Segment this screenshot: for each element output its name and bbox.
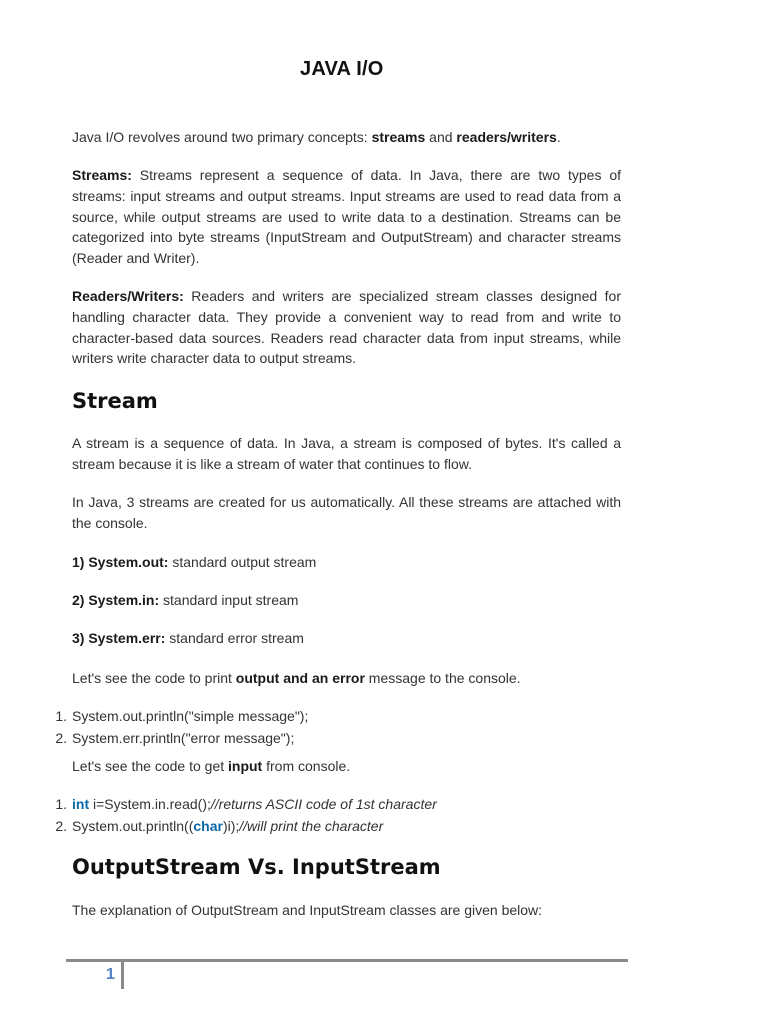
page-number: 1 — [106, 966, 115, 983]
keyword-int: int — [72, 796, 90, 812]
input-intro-after: from console. — [262, 758, 351, 774]
system-out-text: standard output stream — [168, 554, 317, 570]
readers-writers-label: Readers/Writers: — [72, 288, 184, 304]
system-err-line — [72, 628, 621, 649]
intro-period: . — [556, 129, 561, 145]
auto-streams-paragraph: In Java, 3 streams are created for us automatically. All these streams are attached with the console. — [72, 494, 621, 531]
outputstream-inputstream-heading: OutputStream Vs. InputStream — [72, 855, 441, 879]
code-line — [55, 728, 621, 750]
keyword-char: char — [193, 817, 223, 834]
os-explanation: The explanation of OutputStream and InputStream classes are given below: — [72, 902, 543, 918]
line-number: 1. — [55, 796, 67, 812]
code-text: )i); — [222, 817, 240, 834]
readers-writers-text: Readers and writers are specialized stream classes designed for handling character data. They provide a convenient way to read from and write to character-based data sources. Readers read character data from input streams, while writers write character data to output streams. — [72, 288, 621, 367]
input-intro-paragraph — [72, 756, 621, 777]
intro-text: Java I/O revolves around two primary concepts: — [72, 129, 372, 145]
input-intro-text: Let's see the code to get — [72, 758, 229, 774]
print-intro-after: message to the console. — [364, 670, 521, 686]
page-number-divider — [121, 962, 124, 989]
stream-heading: Stream — [72, 389, 158, 413]
code-text: System.out.println("simple message"); — [72, 708, 309, 724]
readers-writers-paragraph — [72, 286, 621, 369]
line-number: 1. — [55, 708, 67, 724]
code-text: i=System.in.read(); — [89, 796, 211, 812]
intro-and: and — [425, 129, 457, 145]
document-title: JAVA I/O — [300, 58, 384, 80]
code-comment: //returns ASCII code of 1st character — [210, 796, 437, 812]
input-intro-bold: input — [228, 758, 263, 774]
code-line — [55, 816, 621, 838]
line-number: 2. — [55, 817, 67, 834]
code-text: System.err.println("error message"); — [72, 729, 295, 746]
footer-divider — [66, 959, 628, 962]
system-out-label: 1) System.out: — [72, 554, 169, 570]
system-in-label: 2) System.in: — [72, 592, 160, 608]
streams-text: Streams represent a sequence of data. In Java, there are two types of streams: input streams and output streams. Input streams are used to read data from a source, while output streams are used to write data to a destination. Streams can be categorized into byte streams (InputStream and OutputStream) and character streams (Reader and Writer). — [72, 167, 621, 267]
system-out-line — [72, 552, 621, 573]
input-code-list — [55, 794, 621, 837]
system-in-line — [72, 590, 621, 611]
print-intro-text: Let's see the code to print — [72, 670, 236, 686]
code-line — [55, 706, 621, 728]
stream-definition: A stream is a sequence of data. In Java, a stream is composed of bytes. It's called a stream because it is like a stream of water that continues to flow. — [72, 435, 621, 472]
intro-bold-streams: streams — [371, 129, 426, 145]
intro-paragraph — [72, 127, 621, 148]
intro-bold-readers-writers: readers/writers — [456, 129, 557, 145]
code-text: System.out.println(( — [72, 817, 194, 834]
streams-label: Streams: — [72, 167, 132, 183]
system-err-label: 3) System.err: — [72, 630, 166, 646]
system-err-text: standard error stream — [165, 630, 304, 646]
print-intro-paragraph — [72, 668, 621, 689]
line-number: 2. — [55, 729, 67, 746]
code-line — [55, 794, 621, 816]
system-in-text: standard input stream — [159, 592, 299, 608]
print-code-list — [55, 706, 621, 749]
code-comment: //will print the character — [239, 817, 384, 834]
streams-paragraph — [72, 165, 621, 269]
print-intro-bold: output and an error — [235, 670, 365, 686]
